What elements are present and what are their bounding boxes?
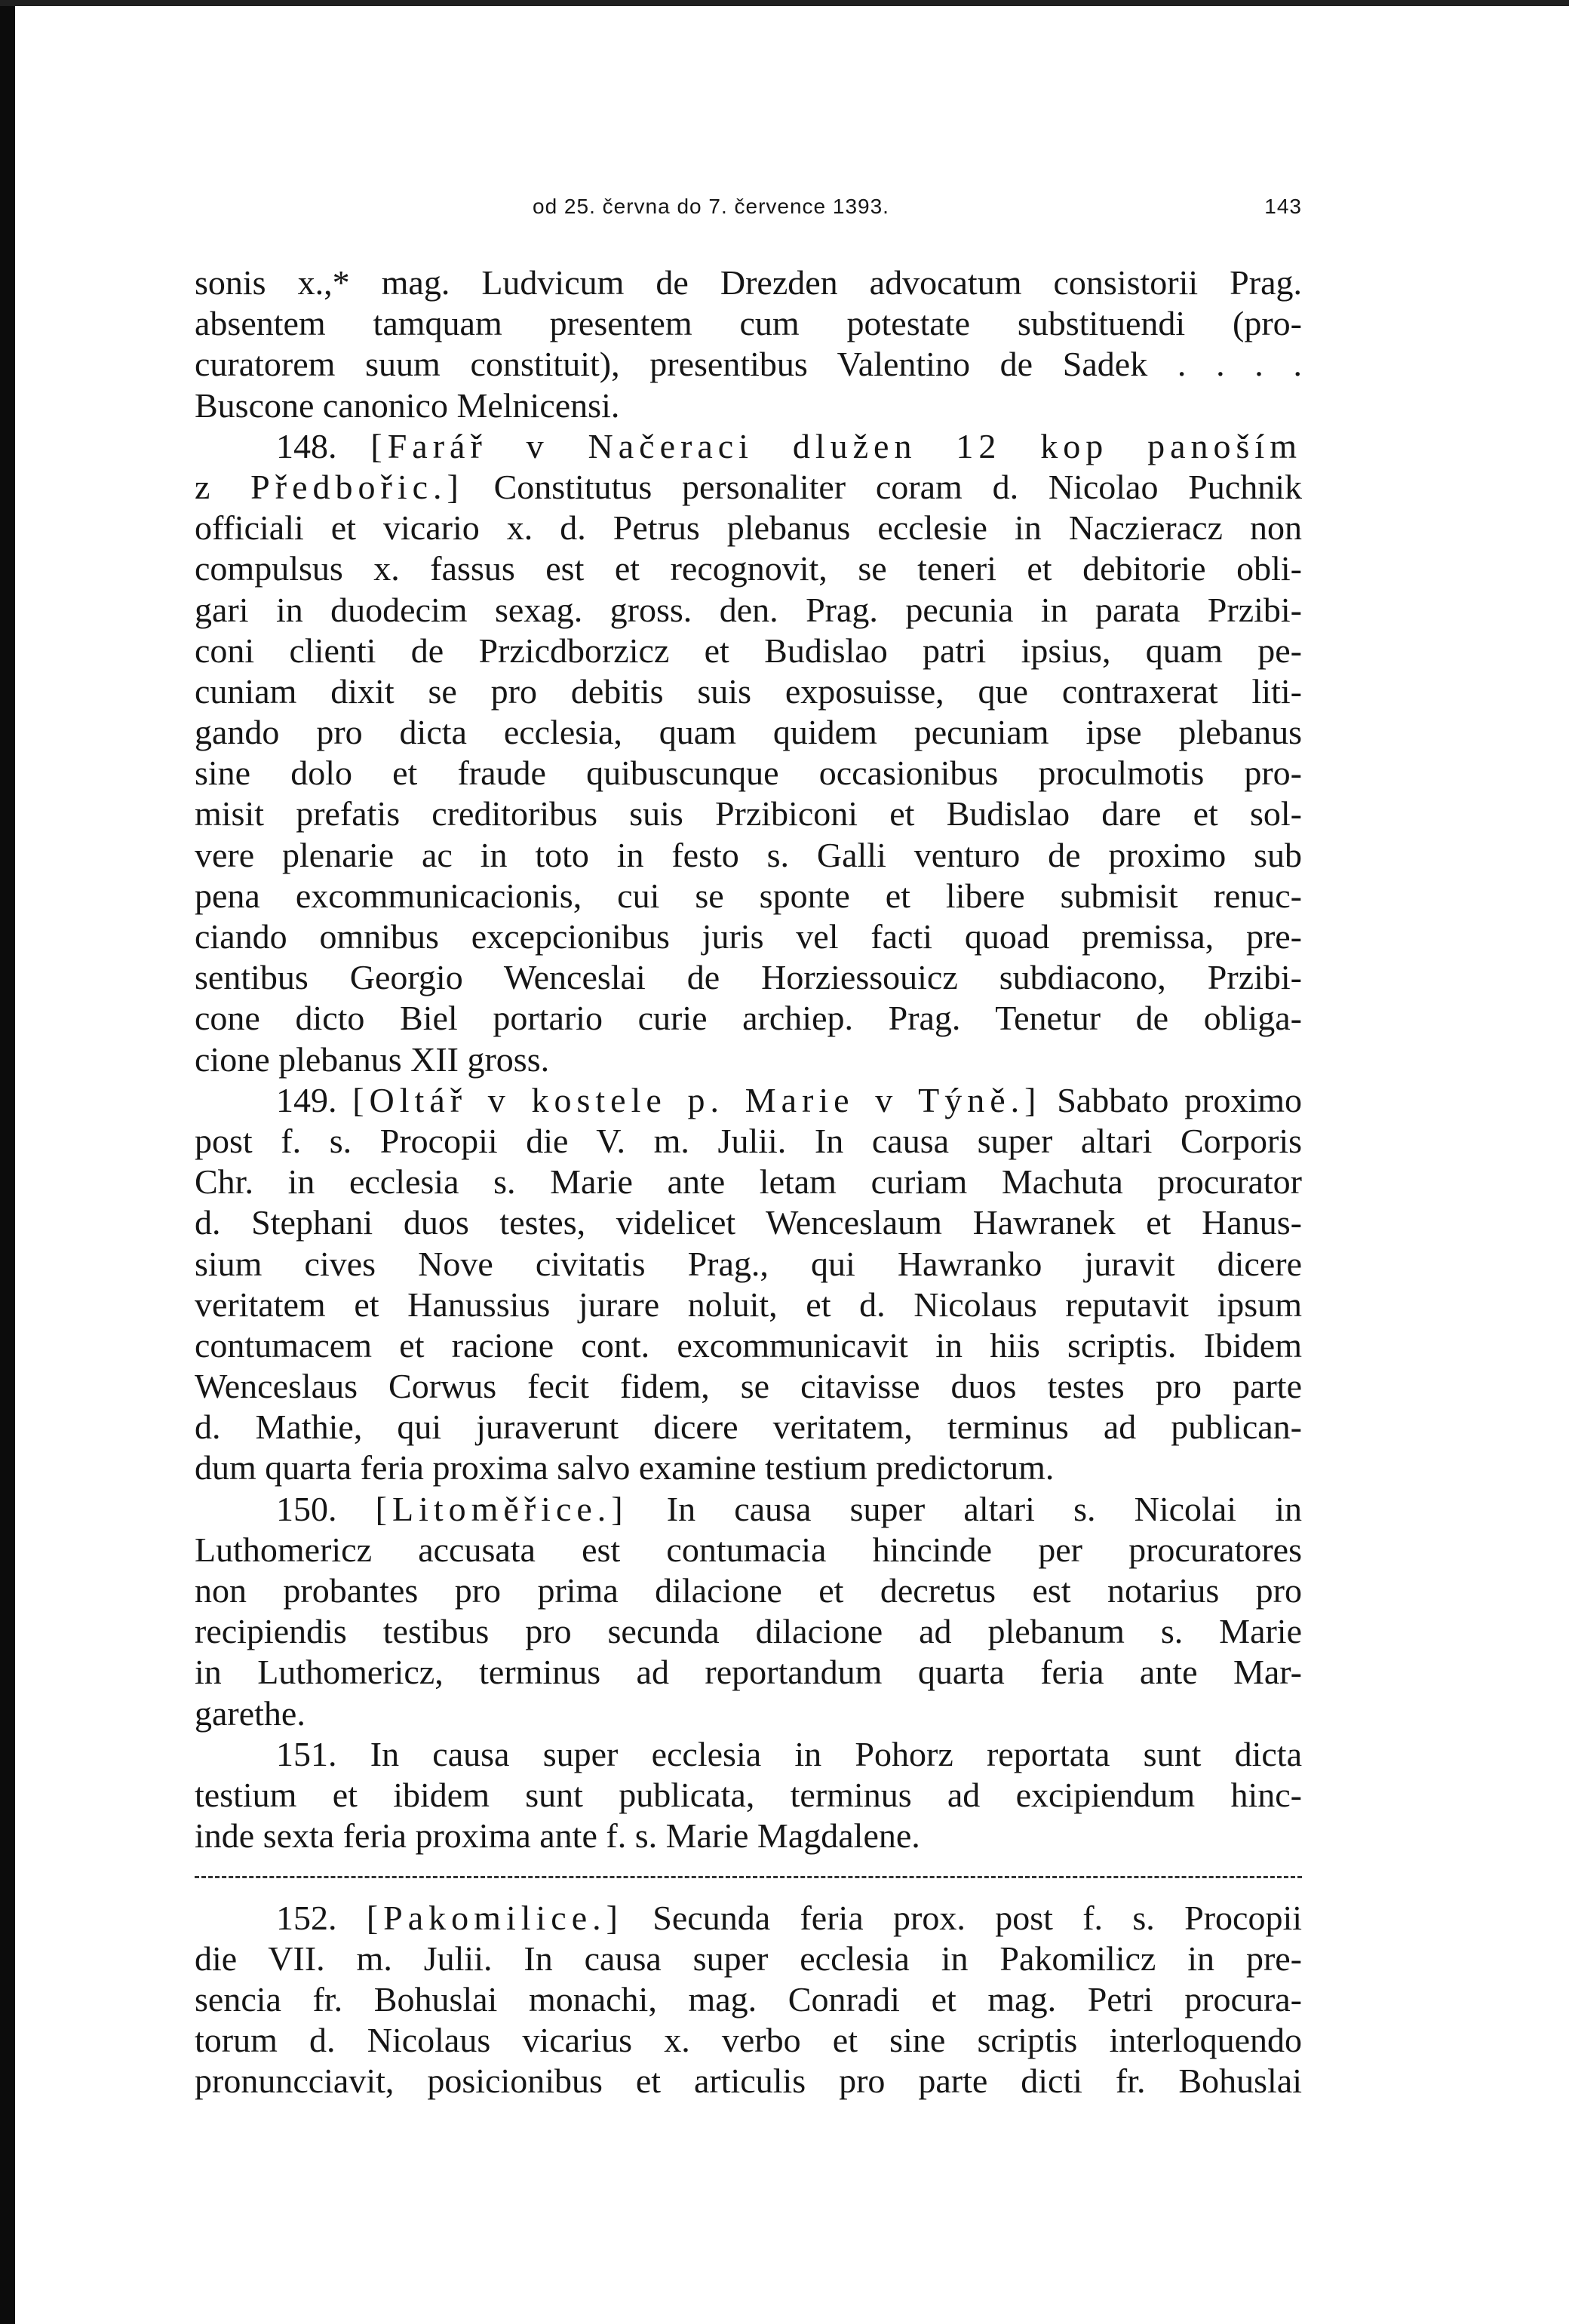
entry-149-title: [Oltář v kostele p. Marie v Týně.] [352, 1080, 1042, 1119]
text-line: garethe. [195, 1693, 306, 1733]
entry-149-heading-line [195, 1080, 1302, 1121]
text-line: sium cives Nove civitatis Prag., qui Hawranko juravit dicere [195, 1244, 1302, 1283]
text-line: torum d. Nicolaus vicarius x. verbo et sine scriptis interloquendo [195, 2021, 1302, 2060]
entry-150-title: [Litoměřice.] [375, 1489, 628, 1528]
text-line: inde sexta feria proxima ante f. s. Marie Magdalene. [195, 1816, 920, 1856]
text-line: cione plebanus XII gross. [195, 1039, 550, 1079]
text-line: pronuncciavit, posicionibus et articulis pro parte dicti fr. Bohuslai [195, 2062, 1302, 2101]
entry-152-number: 152. [276, 1898, 337, 1937]
entry-152-title: [Pakomilice.] [366, 1898, 623, 1937]
text-span: Constitutus personaliter coram d. Nicolao Puchnik [493, 467, 1302, 506]
text-line: compulsus x. fassus est et recognovit, se teneri et debitorie obli- [195, 549, 1302, 588]
running-header [533, 195, 1302, 228]
entry-148-number: 148. [276, 426, 337, 465]
text-line: ciando omnibus excepcionibus juris vel facti quoad premissa, pre- [195, 917, 1302, 956]
text-line: Wenceslaus Corwus fecit fidem, se citavisse duos testes pro parte [195, 1367, 1302, 1406]
text-line: in Luthomericz, terminus ad reportandum quarta feria ante Mar- [195, 1653, 1302, 1692]
text-line: officiali et vicario x. d. Petrus plebanus ecclesie in Naczieracz non [195, 508, 1302, 548]
entry-150-number: 150. [276, 1489, 337, 1528]
text-line: gari in duodecim sexag. gross. den. Prag. pecunia in parata Przibi- [195, 590, 1302, 629]
text-line: cone dicto Biel portario curie archiep. Prag. Tenetur de obliga- [195, 999, 1302, 1038]
entry-152-heading-line [195, 1898, 1302, 1939]
text-line: veritatem et Hanussius jurare noluit, et d. Nicolaus reputavit ipsum [195, 1285, 1302, 1324]
text-line: vere plenarie ac in toto in festo s. Galli venturo de proximo sub [195, 835, 1302, 874]
entry-148-title-part1: [Farář v Načeraci dlužen 12 kop panoším [370, 426, 1302, 465]
text-line: Buscone canonico Melnicensi. [195, 385, 620, 425]
entry-149-number: 149. [276, 1080, 337, 1119]
text-line: dum quarta feria proxima salvo examine testium predictorum. [195, 1448, 1055, 1487]
page-number: 143 [1264, 195, 1302, 218]
text-line: d. Stephani duos testes, videlicet Wenceslaum Hawranek et Hanus- [195, 1203, 1302, 1242]
text-line: Chr. in ecclesia s. Marie ante letam curiam Machuta procurator [195, 1162, 1302, 1202]
text-line: cuniam dixit se pro debitis suis exposuisse, que contraxerat liti- [195, 671, 1302, 711]
text-line: absentem tamquam presentem cum potestate substituendi (pro- [195, 304, 1302, 343]
body-text [195, 262, 1302, 2101]
text-line: non probantes pro prima dilacione et decretus est notarius pro [195, 1571, 1302, 1610]
text-span: Sabbato proximo [1057, 1080, 1302, 1119]
entry-148-heading-line [195, 426, 1302, 467]
text-line: curatorem suum constituit), presentibus Valentino de Sadek . . . . [195, 345, 1302, 384]
text-line: misit prefatis creditoribus suis Przibiconi et Budislao dare et sol- [195, 794, 1302, 834]
entry-151-line: 151. In causa super ecclesia in Pohorz reportata sunt dicta [276, 1734, 1302, 1773]
scan-border-left [0, 0, 15, 2324]
text-span: In causa super altari s. Nicolai in [666, 1489, 1302, 1528]
text-span: Secunda feria prox. post f. s. Procopii [652, 1898, 1302, 1937]
entry-150-heading-line [195, 1489, 1302, 1530]
running-title: od 25. června do 7. července 1393. [533, 195, 889, 218]
scan-border-top [0, 0, 1569, 6]
text-line: testium et ibidem sunt publicata, terminus ad excipiendum hinc- [195, 1775, 1302, 1814]
text-line: die VII. m. Julii. In causa super ecclesia in Pakomilicz in pre- [195, 1939, 1302, 1978]
text-line: recipiendis testibus pro secunda dilacione ad plebanum s. Marie [195, 1612, 1302, 1651]
text-line: Luthomericz accusata est contumacia hincinde per procuratores [195, 1530, 1302, 1569]
text-line: post f. s. Procopii die V. m. Julii. In causa super altari Corporis [195, 1121, 1302, 1160]
text-line: pena excommunicacionis, cui se sponte et libere submisit renuc- [195, 876, 1302, 915]
dashed-separator [195, 1856, 1302, 1897]
text-line: d. Mathie, qui juraverunt dicere veritatem, terminus ad publican- [195, 1408, 1302, 1447]
text-line: sentibus Georgio Wenceslai de Horziessouicz subdiacono, Przibi- [195, 958, 1302, 997]
text-line: coni clienti de Przicdborzicz et Budislao patri ipsius, quam pe- [195, 631, 1302, 670]
text-line: sonis x.,* mag. Ludvicum de Drezden advocatum consistorii Prag. [195, 263, 1302, 302]
text-line [195, 467, 1302, 508]
text-line: gando pro dicta ecclesia, quam quidem pecuniam ipse plebanus [195, 713, 1302, 752]
text-line: sencia fr. Bohuslai monachi, mag. Conradi et mag. Petri procura- [195, 1979, 1302, 2019]
text-line: sine dolo et fraude quibuscunque occasionibus proculmotis pro- [195, 754, 1302, 793]
entry-148-title-part2: z Předbořic.] [195, 467, 464, 506]
text-line: contumacem et racione cont. excommunicavit in hiis scriptis. Ibidem [195, 1325, 1302, 1365]
